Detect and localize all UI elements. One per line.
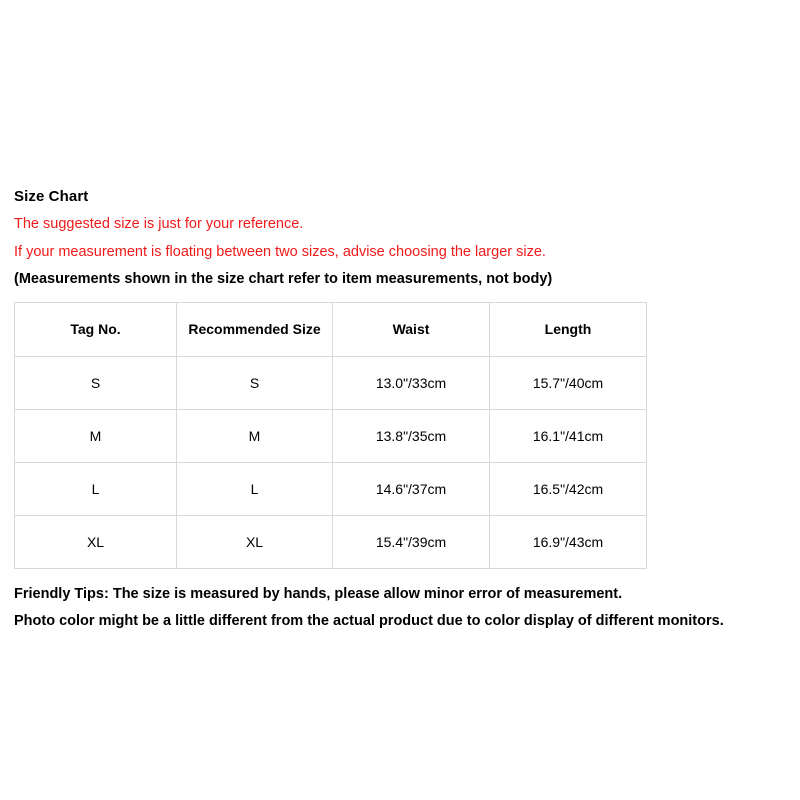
table-row [15, 356, 647, 409]
reference-note-1: The suggested size is just for your reference. [14, 216, 304, 232]
cell-length: 16.9"/43cm [490, 515, 647, 568]
friendly-tip-measurement: Friendly Tips: The size is measured by hands, please allow minor error of measurement. [14, 585, 623, 602]
table-row [15, 409, 647, 462]
friendly-tips [14, 583, 786, 633]
column-header-waist: Waist [333, 302, 490, 356]
column-header-recommended-size: Recommended Size [177, 302, 333, 356]
size-table [14, 302, 647, 569]
cell-tag-no: L [15, 462, 177, 515]
cell-recommended-size: XL [177, 515, 333, 568]
column-header-tag-no: Tag No. [15, 302, 177, 356]
column-header-length: Length [490, 302, 647, 356]
cell-recommended-size: L [177, 462, 333, 515]
cell-waist: 14.6"/37cm [333, 462, 490, 515]
cell-length: 16.5"/42cm [490, 462, 647, 515]
measurement-disclaimer: (Measurements shown in the size chart refer to item measurements, not body) [14, 271, 553, 288]
cell-tag-no: M [15, 409, 177, 462]
cell-tag-no: XL [15, 515, 177, 568]
reference-note-2: If your measurement is floating between two sizes, advise choosing the larger size. [14, 243, 546, 260]
table-row [15, 462, 647, 515]
cell-length: 15.7"/40cm [490, 356, 647, 409]
cell-waist: 13.0"/33cm [333, 356, 490, 409]
page-title: Size Chart [14, 188, 89, 205]
cell-length: 16.1"/41cm [490, 409, 647, 462]
friendly-tip-color: Photo color might be a little different from the actual product due to color display of different monitors. [14, 612, 724, 629]
cell-recommended-size: M [177, 409, 333, 462]
cell-recommended-size: S [177, 356, 333, 409]
table-header-row [15, 302, 647, 356]
cell-tag-no: S [15, 356, 177, 409]
cell-waist: 15.4"/39cm [333, 515, 490, 568]
cell-waist: 13.8"/35cm [333, 409, 490, 462]
table-row [15, 515, 647, 568]
size-chart-content [14, 188, 786, 637]
